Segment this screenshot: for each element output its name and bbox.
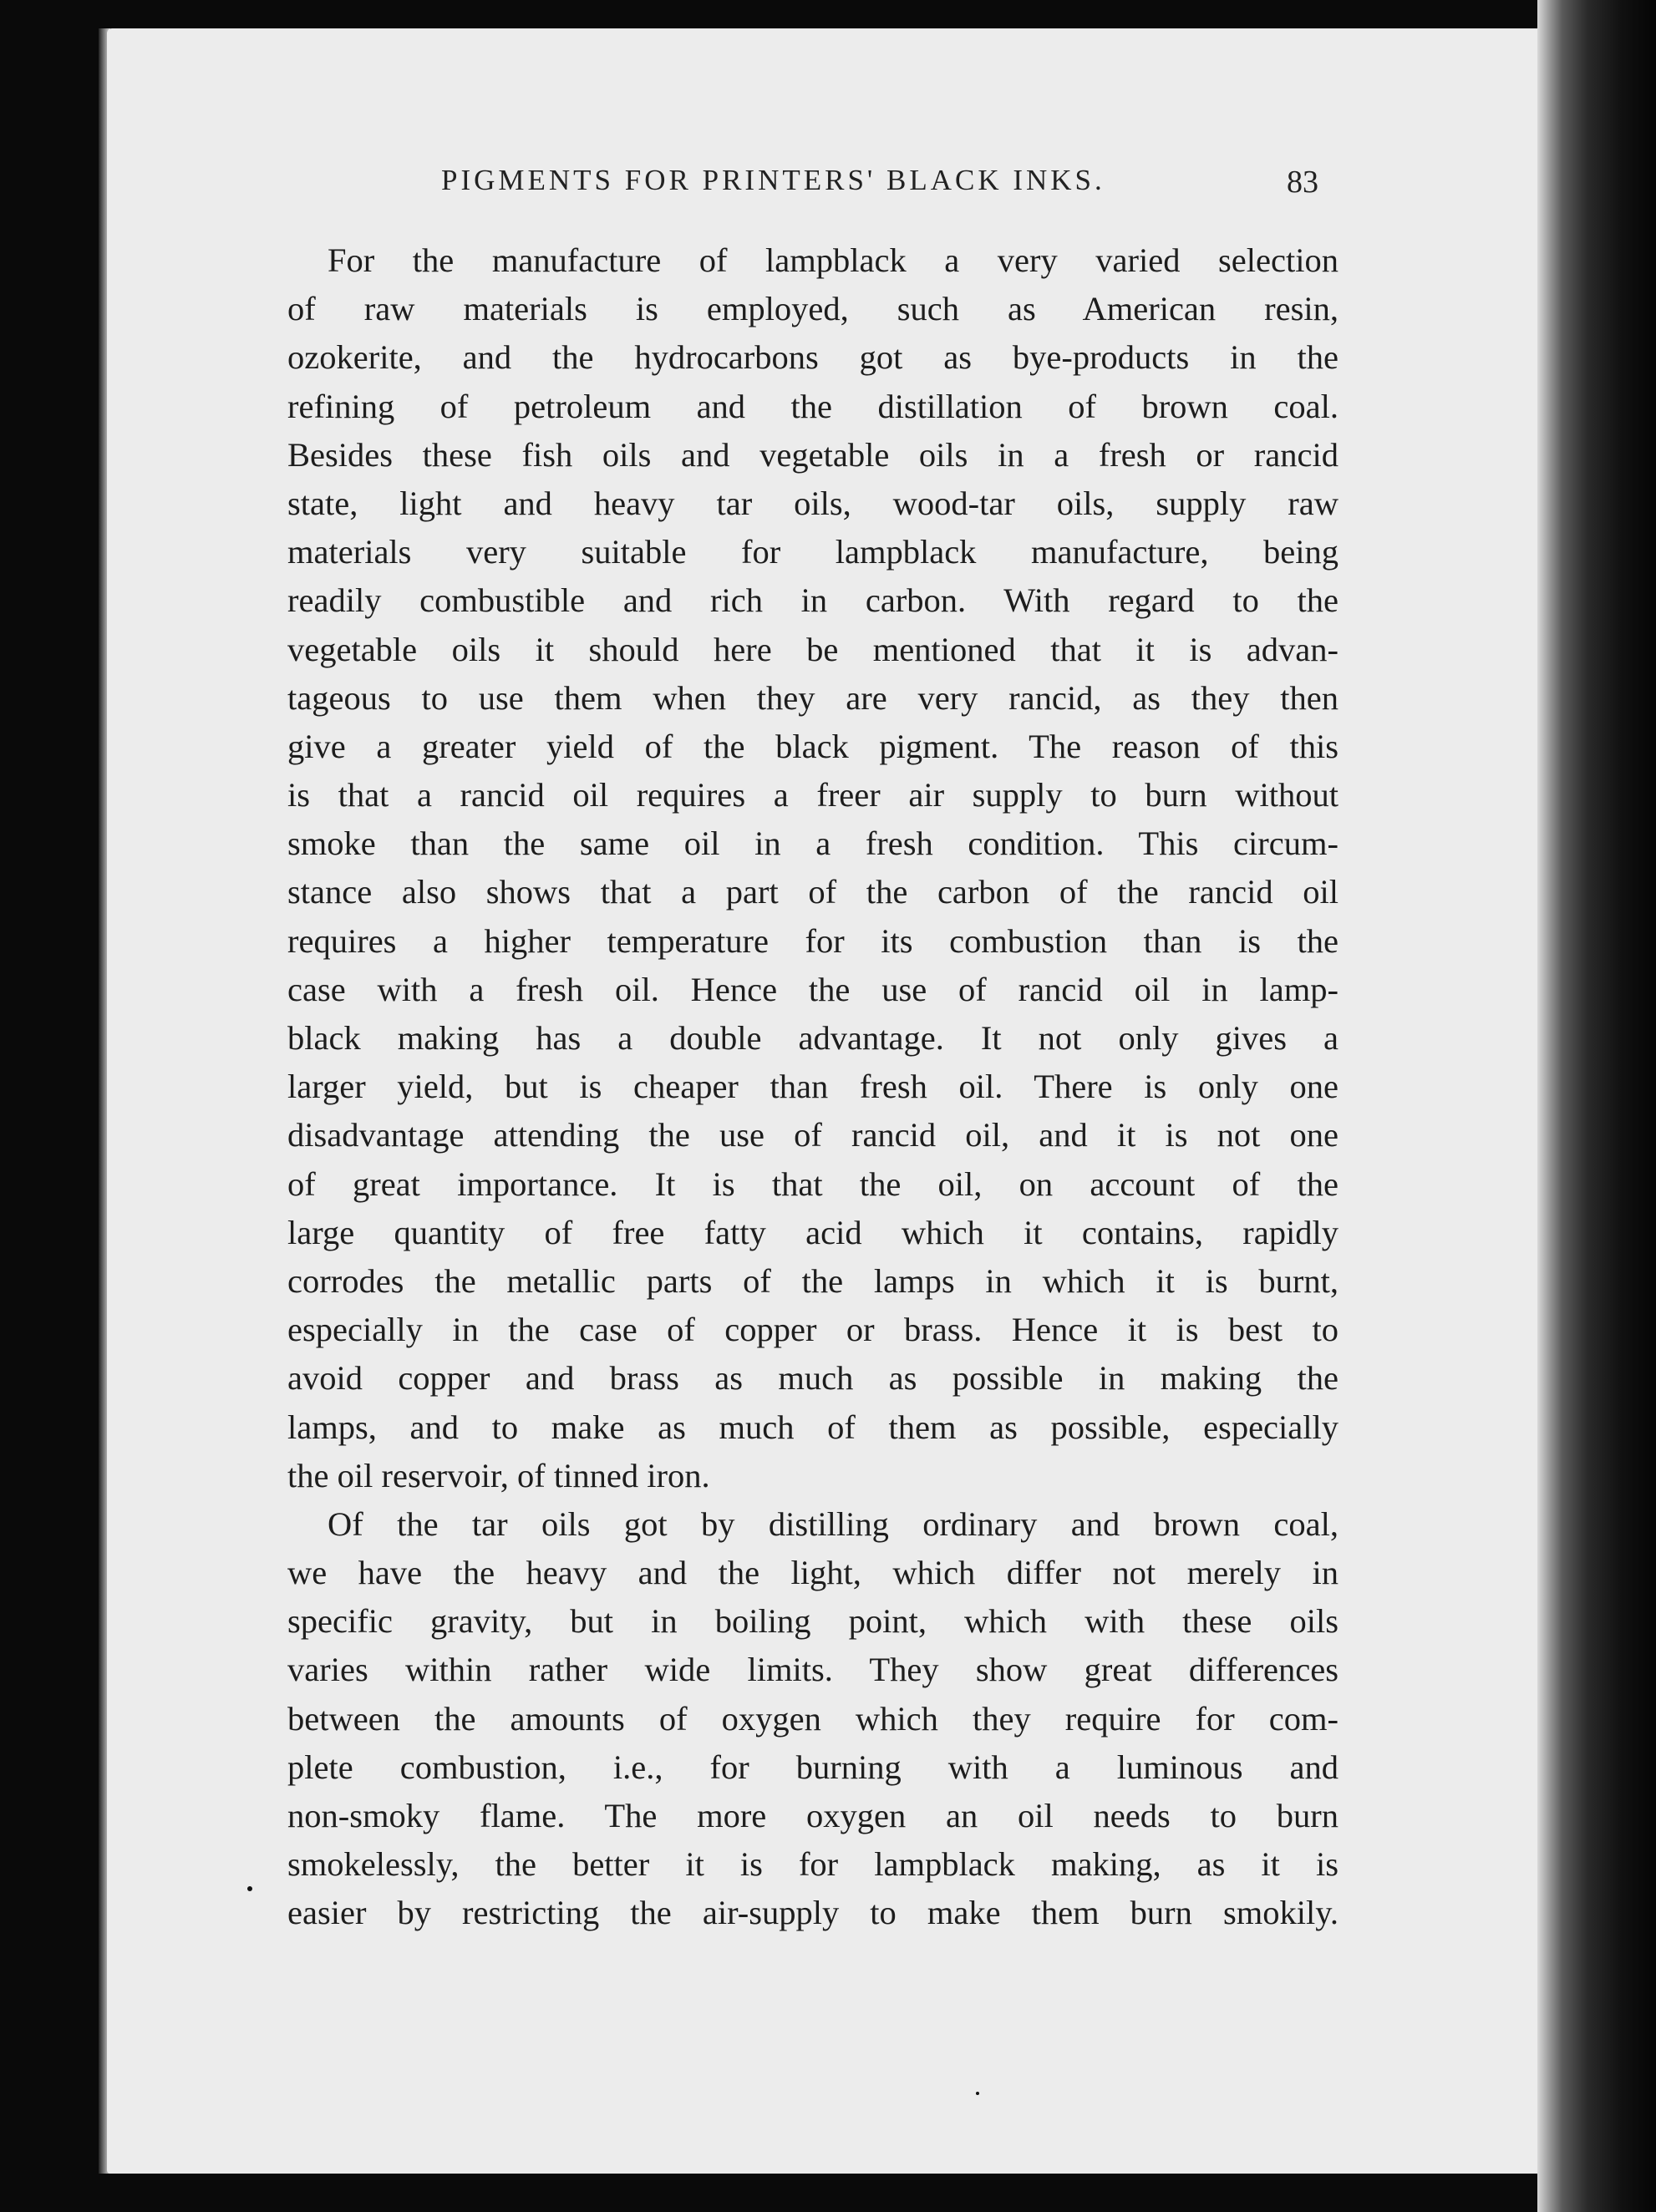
text-line: the oil reservoir, of tinned iron. (287, 1456, 710, 1494)
speck-mark (247, 1886, 252, 1891)
text-line: smoke than the same oil in a fresh condition. This circum- (287, 824, 1339, 863)
text-line: specific gravity, but in boiling point, which with these oils (287, 1602, 1339, 1641)
text-line: requires a higher temperature for its combustion than is the (287, 921, 1339, 960)
text-line: between the amounts of oxygen which they require for com- (287, 1699, 1339, 1738)
text-line: Besides these fish oils and vegetable oils in a fresh or rancid (287, 435, 1339, 474)
text-line: larger yield, but is cheaper than fresh oil. There is only one (287, 1068, 1339, 1106)
text-line: varies within rather wide limits. They show great differences (287, 1651, 1339, 1689)
text-line: smokelessly, the better it is for lampblack making, as it is (287, 1845, 1339, 1884)
text-line: lamps, and to make as much of them as possible, especially (287, 1408, 1339, 1446)
text-line: ozokerite, and the hydrocarbons got as bye-products in the (287, 338, 1339, 377)
text-line: black making has a double advantage. It not only gives a (287, 1019, 1339, 1057)
speck-mark (976, 2092, 979, 2095)
running-head (441, 159, 1318, 205)
text-line: vegetable oils it should here be mentioned that it is advan- (287, 630, 1339, 668)
text-line: we have the heavy and the light, which differ not merely in (287, 1554, 1339, 1592)
text-line: plete combustion, i.e., for burning with a luminous and (287, 1748, 1339, 1786)
text-line: easier by restricting the air-supply to make them burn smokily. (287, 1894, 1339, 1932)
text-line: Of the tar oils got by distilling ordinary and brown coal, (328, 1504, 1339, 1543)
text-line: materials very suitable for lampblack manufacture, being (287, 533, 1339, 571)
text-line: stance also shows that a part of the carbon of the rancid oil (287, 873, 1339, 911)
text-line: is that a rancid oil requires a freer air supply to burn without (287, 776, 1339, 814)
text-line: give a greater yield of the black pigment. The reason of this (287, 727, 1339, 765)
text-line: avoid copper and brass as much as possible in making the (287, 1359, 1339, 1398)
text-line: For the manufacture of lampblack a very varied selection (328, 241, 1339, 279)
text-line: of great importance. It is that the oil, on account of the (287, 1164, 1339, 1203)
text-line: disadvantage attending the use of rancid oil, and it is not one (287, 1116, 1339, 1154)
text-line: case with a fresh oil. Hence the use of rancid oil in lamp- (287, 970, 1339, 1008)
text-line: state, light and heavy tar oils, wood-tar oils, supply raw (287, 484, 1339, 522)
page-number: 83 (1287, 165, 1318, 200)
text-line: corrodes the metallic parts of the lamps in which it is burnt, (287, 1261, 1339, 1300)
body-text (287, 236, 1339, 1938)
text-line: readily combustible and rich in carbon. With regard to the (287, 581, 1339, 620)
text-line: non-smoky flame. The more oxygen an oil needs to burn (287, 1797, 1339, 1834)
text-line: of raw materials is employed, such as American resin, (287, 290, 1339, 328)
book-spine-edge (1537, 0, 1656, 2212)
running-head-title: PIGMENTS FOR PRINTERS' BLACK INKS. (441, 164, 1105, 196)
text-line: refining of petroleum and the distillation of brown coal. (287, 387, 1339, 425)
text-line: tageous to use them when they are very rancid, as they then (287, 678, 1339, 717)
text-line: large quantity of free fatty acid which it contains, rapidly (287, 1213, 1339, 1251)
text-line: especially in the case of copper or brass. Hence it is best to (287, 1311, 1339, 1349)
